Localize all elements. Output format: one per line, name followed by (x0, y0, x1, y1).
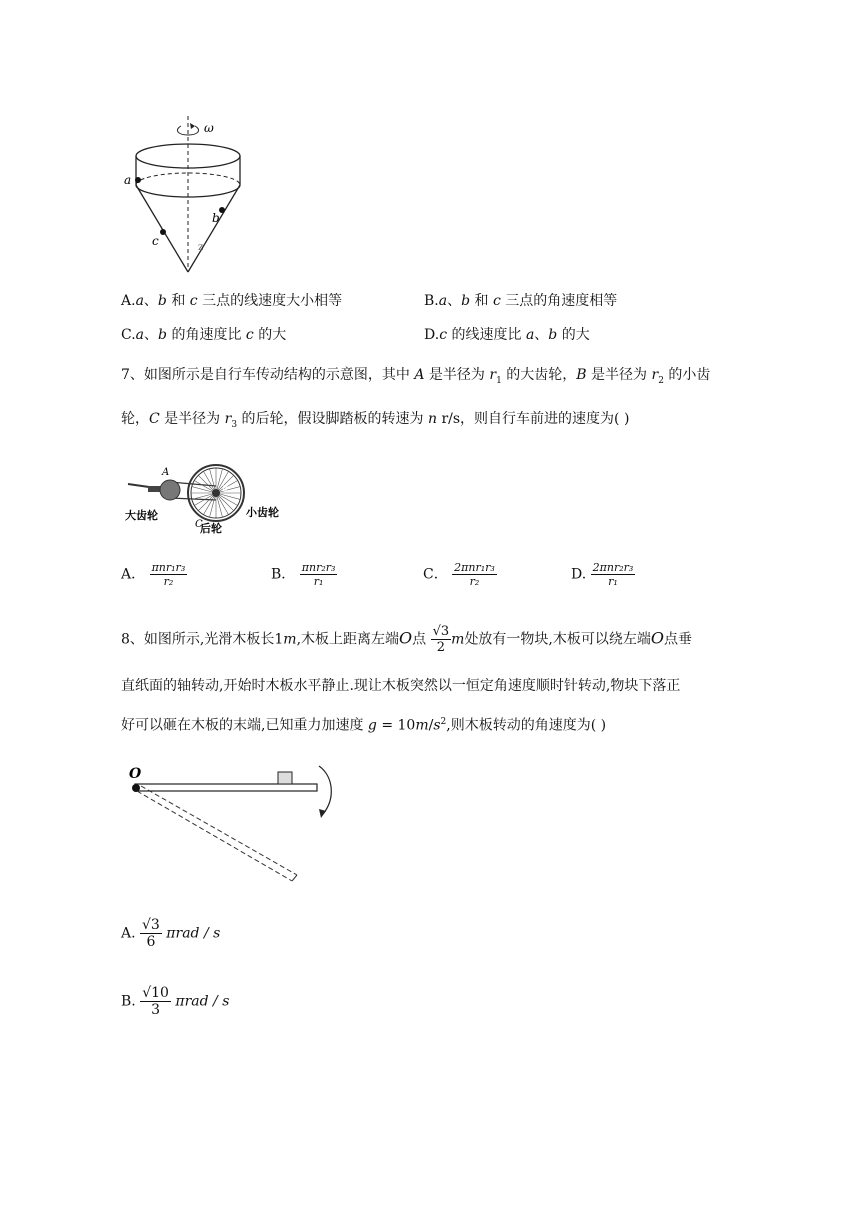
q7-option-d[interactable]: D. $\frac{\text{2πnr₂r₃}}{\text{r₁}}$ (571, 561, 634, 588)
q6-option-a[interactable]: A.a、b 和 c 三点的线速度大小相等 (121, 293, 343, 309)
q8-stem-line3: 好可以砸在木板的末端,已知重力加速度 $g = 10m/s^2$,则木板转动的角速度为( ) (121, 717, 607, 734)
q6-option-b[interactable]: B.a、b 和 c 三点的角速度相等 (424, 293, 618, 309)
q7-option-a[interactable]: A． $\frac{\text{πnr₁r₃}}{\text{r₂}}$ (121, 561, 186, 588)
rear-wheel-label: 后轮 (200, 522, 222, 535)
gear-a-label: A (162, 467, 170, 478)
q7-option-c[interactable]: C． $\frac{\text{2πnr₁r₃}}{\text{r₂}}$ (423, 561, 495, 588)
q7-option-c-fraction: $\frac{\text{2πnr₁r₃}}{\text{r₂}}$ (454, 561, 495, 588)
omega-label: ω (204, 121, 214, 135)
q8-option-b-fraction: $\frac{√10}{3}$ (142, 985, 169, 1018)
q8-option-b[interactable]: B. $\frac{√10}{3}$ πrad / s (121, 985, 230, 1018)
q6-option-d[interactable]: D.c 的线速度比 a、b 的大 (424, 327, 590, 343)
q7-option-d-fraction: $\frac{\text{2πnr₂r₃}}{\text{r₁}}$ (592, 561, 634, 588)
point-c-label: c (152, 234, 159, 248)
q8-stem-line2: 直纸面的轴转动,开始时木板水平静止.现让木板突然以一恒定角速度顺时针转动,物块下落正 (121, 678, 681, 694)
pivot-o-label: O (129, 766, 142, 782)
gear-b-label: B (222, 484, 228, 493)
q6-option-c[interactable]: C.a、b 的角速度比 c 的大 (121, 327, 287, 343)
point-a-label: a (124, 173, 132, 187)
q7-stem-line2: 轮，C 是半径为 $r_3$ 的后轮，假设脚踏板的转速为 n r/s，则自行车前进的速度为( ) (121, 411, 630, 430)
q7-option-a-fraction: $\frac{\text{πnr₁r₃}}{\text{r₂}}$ (151, 561, 186, 588)
q8-figure (125, 758, 340, 893)
point-b-label: b (212, 211, 220, 225)
q7-option-b-fraction: $\frac{\text{πnr₂r₃}}{\text{r₁}}$ (301, 561, 336, 588)
q6-figure (118, 112, 258, 277)
q8-stem-line1: 8、如图所示,光滑木板长1m,木板上距离左端O点 $\frac{√3}{2}$ m处放有一物块,木板可以绕左端O点垂 (121, 624, 693, 655)
wheel-c-label: C (195, 519, 203, 530)
q7-option-b[interactable]: B． $\frac{\text{πnr₂r₃}}{\text{r₁}}$ (271, 561, 336, 588)
q7-figure (120, 456, 290, 536)
small-gear-label: 小齿轮 (246, 506, 279, 519)
q8-option-a-fraction: $\frac{√3}{6}$ (142, 917, 160, 950)
q7-stem-line1: 7、如图所示是自行车传动结构的示意图，其中 A 是半径为 $r_1$ 的大齿轮，B 是半径为 $r_2$ 的小齿 (121, 367, 711, 386)
q8-option-a[interactable]: A. $\frac{√3}{6}$ πrad / s (121, 917, 221, 950)
big-gear-label: 大齿轮 (125, 509, 158, 522)
q8-distance-fraction: $\frac{√3}{2}$ (432, 624, 450, 655)
point-z-label: z (198, 242, 204, 253)
